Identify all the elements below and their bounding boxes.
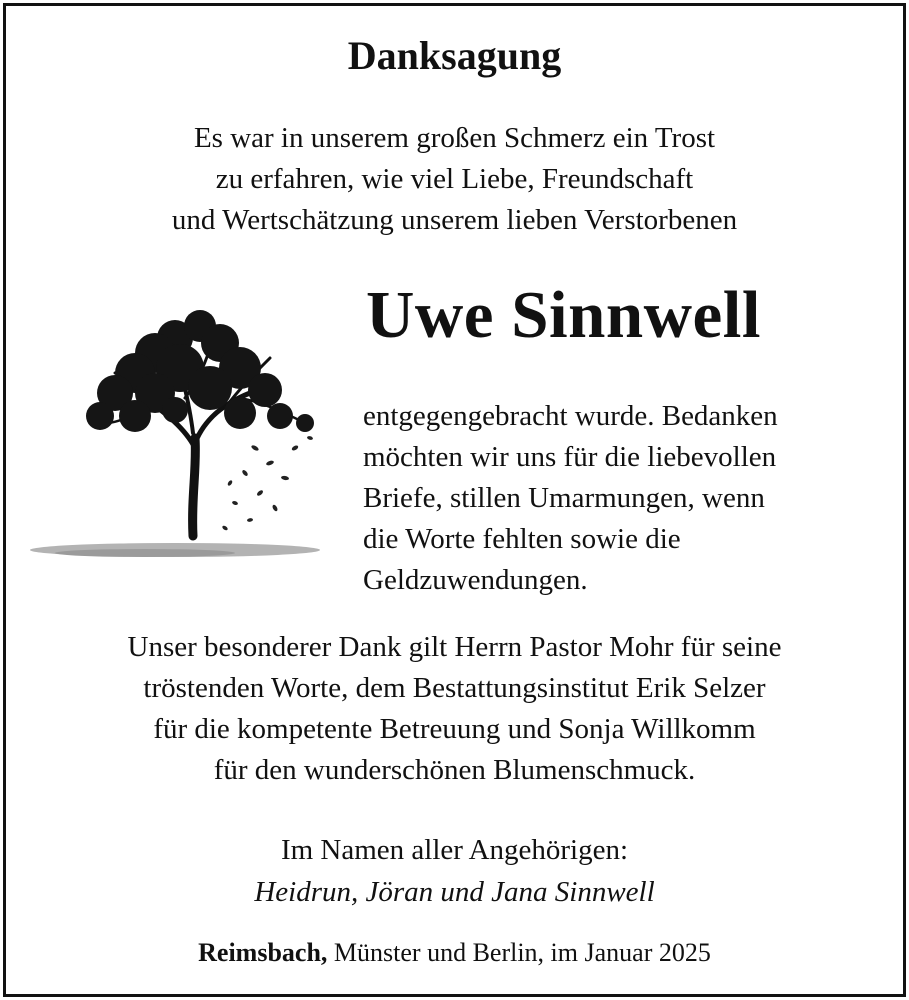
thanks-line: für die kompetente Betreuung und Sonja Willkomm <box>153 713 756 745</box>
intro-text <box>0 118 909 241</box>
thanks-text <box>0 627 909 791</box>
tree-icon <box>25 298 325 573</box>
thanks-line: für den wunderschönen Blumenschmuck. <box>213 754 696 786</box>
footer-rest: Münster und Berlin, im Januar 2025 <box>327 938 711 967</box>
deceased-name: Uwe Sinnwell <box>366 278 762 352</box>
closing-line: Im Namen aller Angehörigen: <box>280 834 629 866</box>
intro-line: und Wertschätzung unserem lieben Verstorbenen <box>171 204 738 236</box>
tree-canopy <box>86 310 314 432</box>
footer-place: Reimsbach, <box>198 938 328 967</box>
body-line: entgegengebracht wurde. Bedanken <box>363 400 778 432</box>
body-line: Geldzuwendungen. <box>363 564 588 596</box>
thanks-line: tröstenden Worte, dem Bestattungsinstitut Erik Selzer <box>143 672 766 704</box>
thanks-line: Unser besonderer Dank gilt Herrn Pastor Mohr für seine <box>127 631 782 663</box>
falling-leaves <box>222 435 314 531</box>
closing-block <box>0 829 909 913</box>
body-line: die Worte fehlten sowie die <box>363 523 681 555</box>
ground-shadow <box>30 543 320 557</box>
body-line: möchten wir uns für die liebevollen <box>363 441 777 473</box>
notice-title: Danksagung <box>347 33 562 78</box>
footer-place-date <box>0 938 909 968</box>
body-text <box>363 396 778 601</box>
body-line: Briefe, stillen Umarmungen, wenn <box>363 482 765 514</box>
intro-line: Es war in unserem großen Schmerz ein Trost <box>193 122 716 154</box>
signers: Heidrun, Jöran und Jana Sinnwell <box>254 876 655 908</box>
intro-line: zu erfahren, wie viel Liebe, Freundschaft <box>215 163 694 195</box>
